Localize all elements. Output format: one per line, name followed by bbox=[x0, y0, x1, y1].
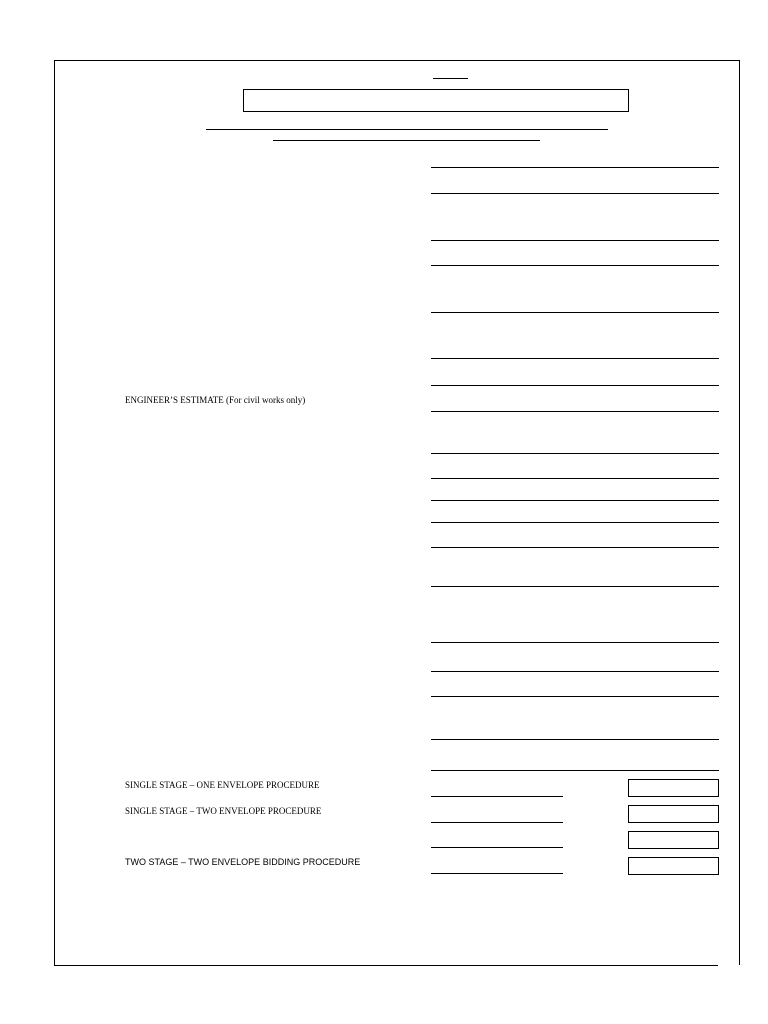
procedure-label-two-stage: TWO STAGE – TWO ENVELOPE BIDDING PROCEDURE bbox=[125, 857, 361, 867]
field-line-11[interactable] bbox=[431, 500, 719, 501]
field-line-18[interactable] bbox=[431, 739, 719, 740]
field-line-13[interactable] bbox=[431, 547, 719, 548]
subtitle-rule-2 bbox=[273, 140, 540, 141]
field-line-16[interactable] bbox=[431, 671, 719, 672]
subtitle-rule-1 bbox=[206, 129, 608, 130]
field-line-5[interactable] bbox=[431, 312, 719, 313]
field-line-6[interactable] bbox=[431, 358, 719, 359]
field-line-15[interactable] bbox=[431, 642, 719, 643]
procedure-line-blank[interactable] bbox=[431, 847, 563, 848]
procedure-line-two-stage[interactable] bbox=[431, 873, 563, 874]
procedure-line-single-two[interactable] bbox=[431, 822, 563, 823]
page-frame-right bbox=[739, 60, 740, 965]
engineers-estimate-label: ENGINEER’S ESTIMATE (For civil works only) bbox=[125, 395, 306, 405]
field-line-19[interactable] bbox=[431, 770, 719, 771]
field-line-3[interactable] bbox=[431, 240, 719, 241]
procedure-checkbox-single-two[interactable] bbox=[628, 805, 719, 823]
header-short-rule bbox=[433, 78, 468, 79]
page-frame-left bbox=[54, 60, 55, 965]
field-line-4[interactable] bbox=[431, 265, 719, 266]
page-frame-top bbox=[54, 60, 740, 61]
field-line-1[interactable] bbox=[431, 167, 719, 168]
field-line-14[interactable] bbox=[431, 586, 719, 587]
procedure-checkbox-blank[interactable] bbox=[628, 831, 719, 849]
procedure-label-single-two: SINGLE STAGE – TWO ENVELOPE PROCEDURE bbox=[125, 806, 322, 816]
procedure-line-single-one[interactable] bbox=[431, 796, 563, 797]
page-frame-bottom bbox=[54, 965, 718, 966]
field-line-10[interactable] bbox=[431, 478, 719, 479]
field-line-7[interactable] bbox=[431, 385, 719, 386]
field-line-2[interactable] bbox=[431, 193, 719, 194]
title-field[interactable] bbox=[243, 89, 629, 112]
procedure-checkbox-two-stage[interactable] bbox=[628, 857, 719, 875]
field-line-17[interactable] bbox=[431, 696, 719, 697]
field-line-engineers-estimate[interactable] bbox=[431, 411, 719, 412]
procedure-checkbox-single-one[interactable] bbox=[628, 779, 719, 797]
field-line-12[interactable] bbox=[431, 522, 719, 523]
field-line-9[interactable] bbox=[431, 453, 719, 454]
procedure-label-single-one: SINGLE STAGE – ONE ENVELOPE PROCEDURE bbox=[125, 780, 320, 790]
